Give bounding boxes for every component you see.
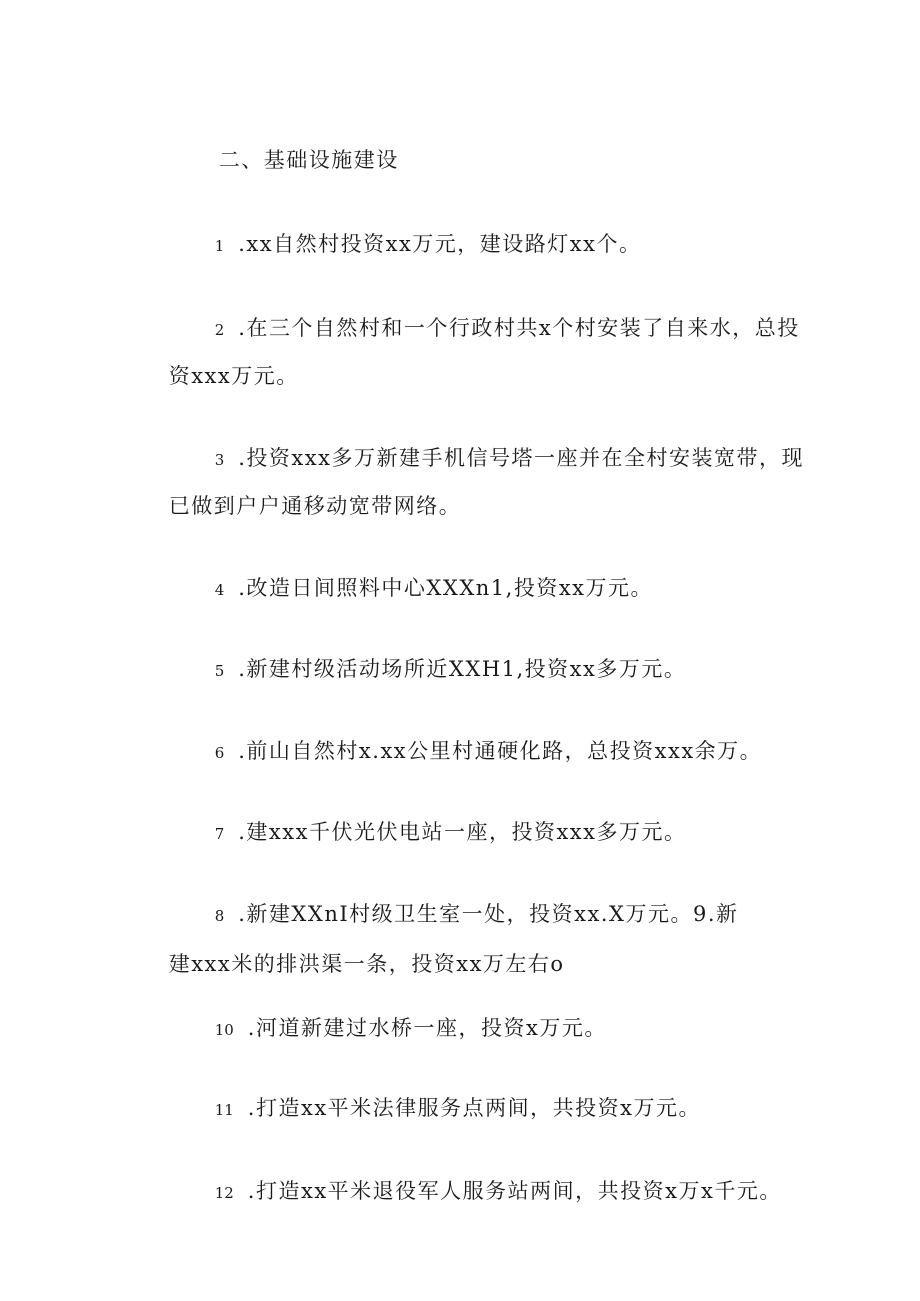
list-item-6	[0, 706, 920, 798]
list-item-12	[0, 1146, 920, 1238]
item-number: 11	[214, 1101, 234, 1119]
item-text: .河道新建过水桥一座，投资x万元。	[247, 1016, 607, 1040]
item-text: .建xxx千伏光伏电站一座，投资xxx多万元。	[238, 820, 687, 844]
item-text: .前山自然村x.xx公里村通硬化路，总投资xxx余万。	[238, 739, 763, 763]
item-text: .新建XXnI村级卫生室一处，投资xx.X万元。9.新	[238, 902, 739, 926]
section-heading: 二、基础设施建设	[218, 148, 399, 172]
item-text: .打造xx平米退役军人服务站两间，共投资x万x千元。	[247, 1179, 782, 1203]
item-number: 10	[214, 1021, 234, 1039]
list-item-8-continuation: 建xxx米的排洪渠一条，投资xx万左右o	[168, 952, 565, 976]
item-number: 3	[214, 451, 225, 469]
item-text: .xx自然村投资xx万元，建设路灯xx个。	[238, 232, 642, 256]
item-number: 6	[214, 744, 225, 762]
item-number: 4	[214, 581, 225, 599]
list-item-5	[0, 624, 920, 716]
item-text: .在三个自然村和一个行政村共x个村安装了自来水，总投	[238, 316, 800, 340]
item-text: .新建村级活动场所近XXH1,投资xx多万元。	[238, 657, 687, 681]
item-text: .打造xx平米法律服务点两间，共投资x万元。	[247, 1096, 702, 1120]
list-item-11	[0, 1063, 920, 1155]
item-text: .投资xxx多万新建手机信号塔一座并在全村安装宽带，现	[238, 446, 804, 470]
item-number: 7	[214, 825, 225, 843]
list-item-10	[0, 983, 920, 1075]
list-item-2-continuation: 资xxx万元。	[168, 364, 299, 388]
list-item-7	[0, 787, 920, 879]
item-number: 8	[214, 907, 225, 925]
item-number: 2	[214, 321, 225, 339]
item-number: 1	[214, 237, 225, 255]
list-item-4	[0, 543, 920, 635]
item-number: 12	[214, 1184, 234, 1202]
item-number: 5	[214, 662, 225, 680]
item-text: .改造日间照料中心XXXn1,投资xx万元。	[238, 576, 654, 600]
list-item-3-continuation: 已做到户户通移动宽带网络。	[168, 494, 462, 518]
list-item-1	[0, 199, 920, 291]
